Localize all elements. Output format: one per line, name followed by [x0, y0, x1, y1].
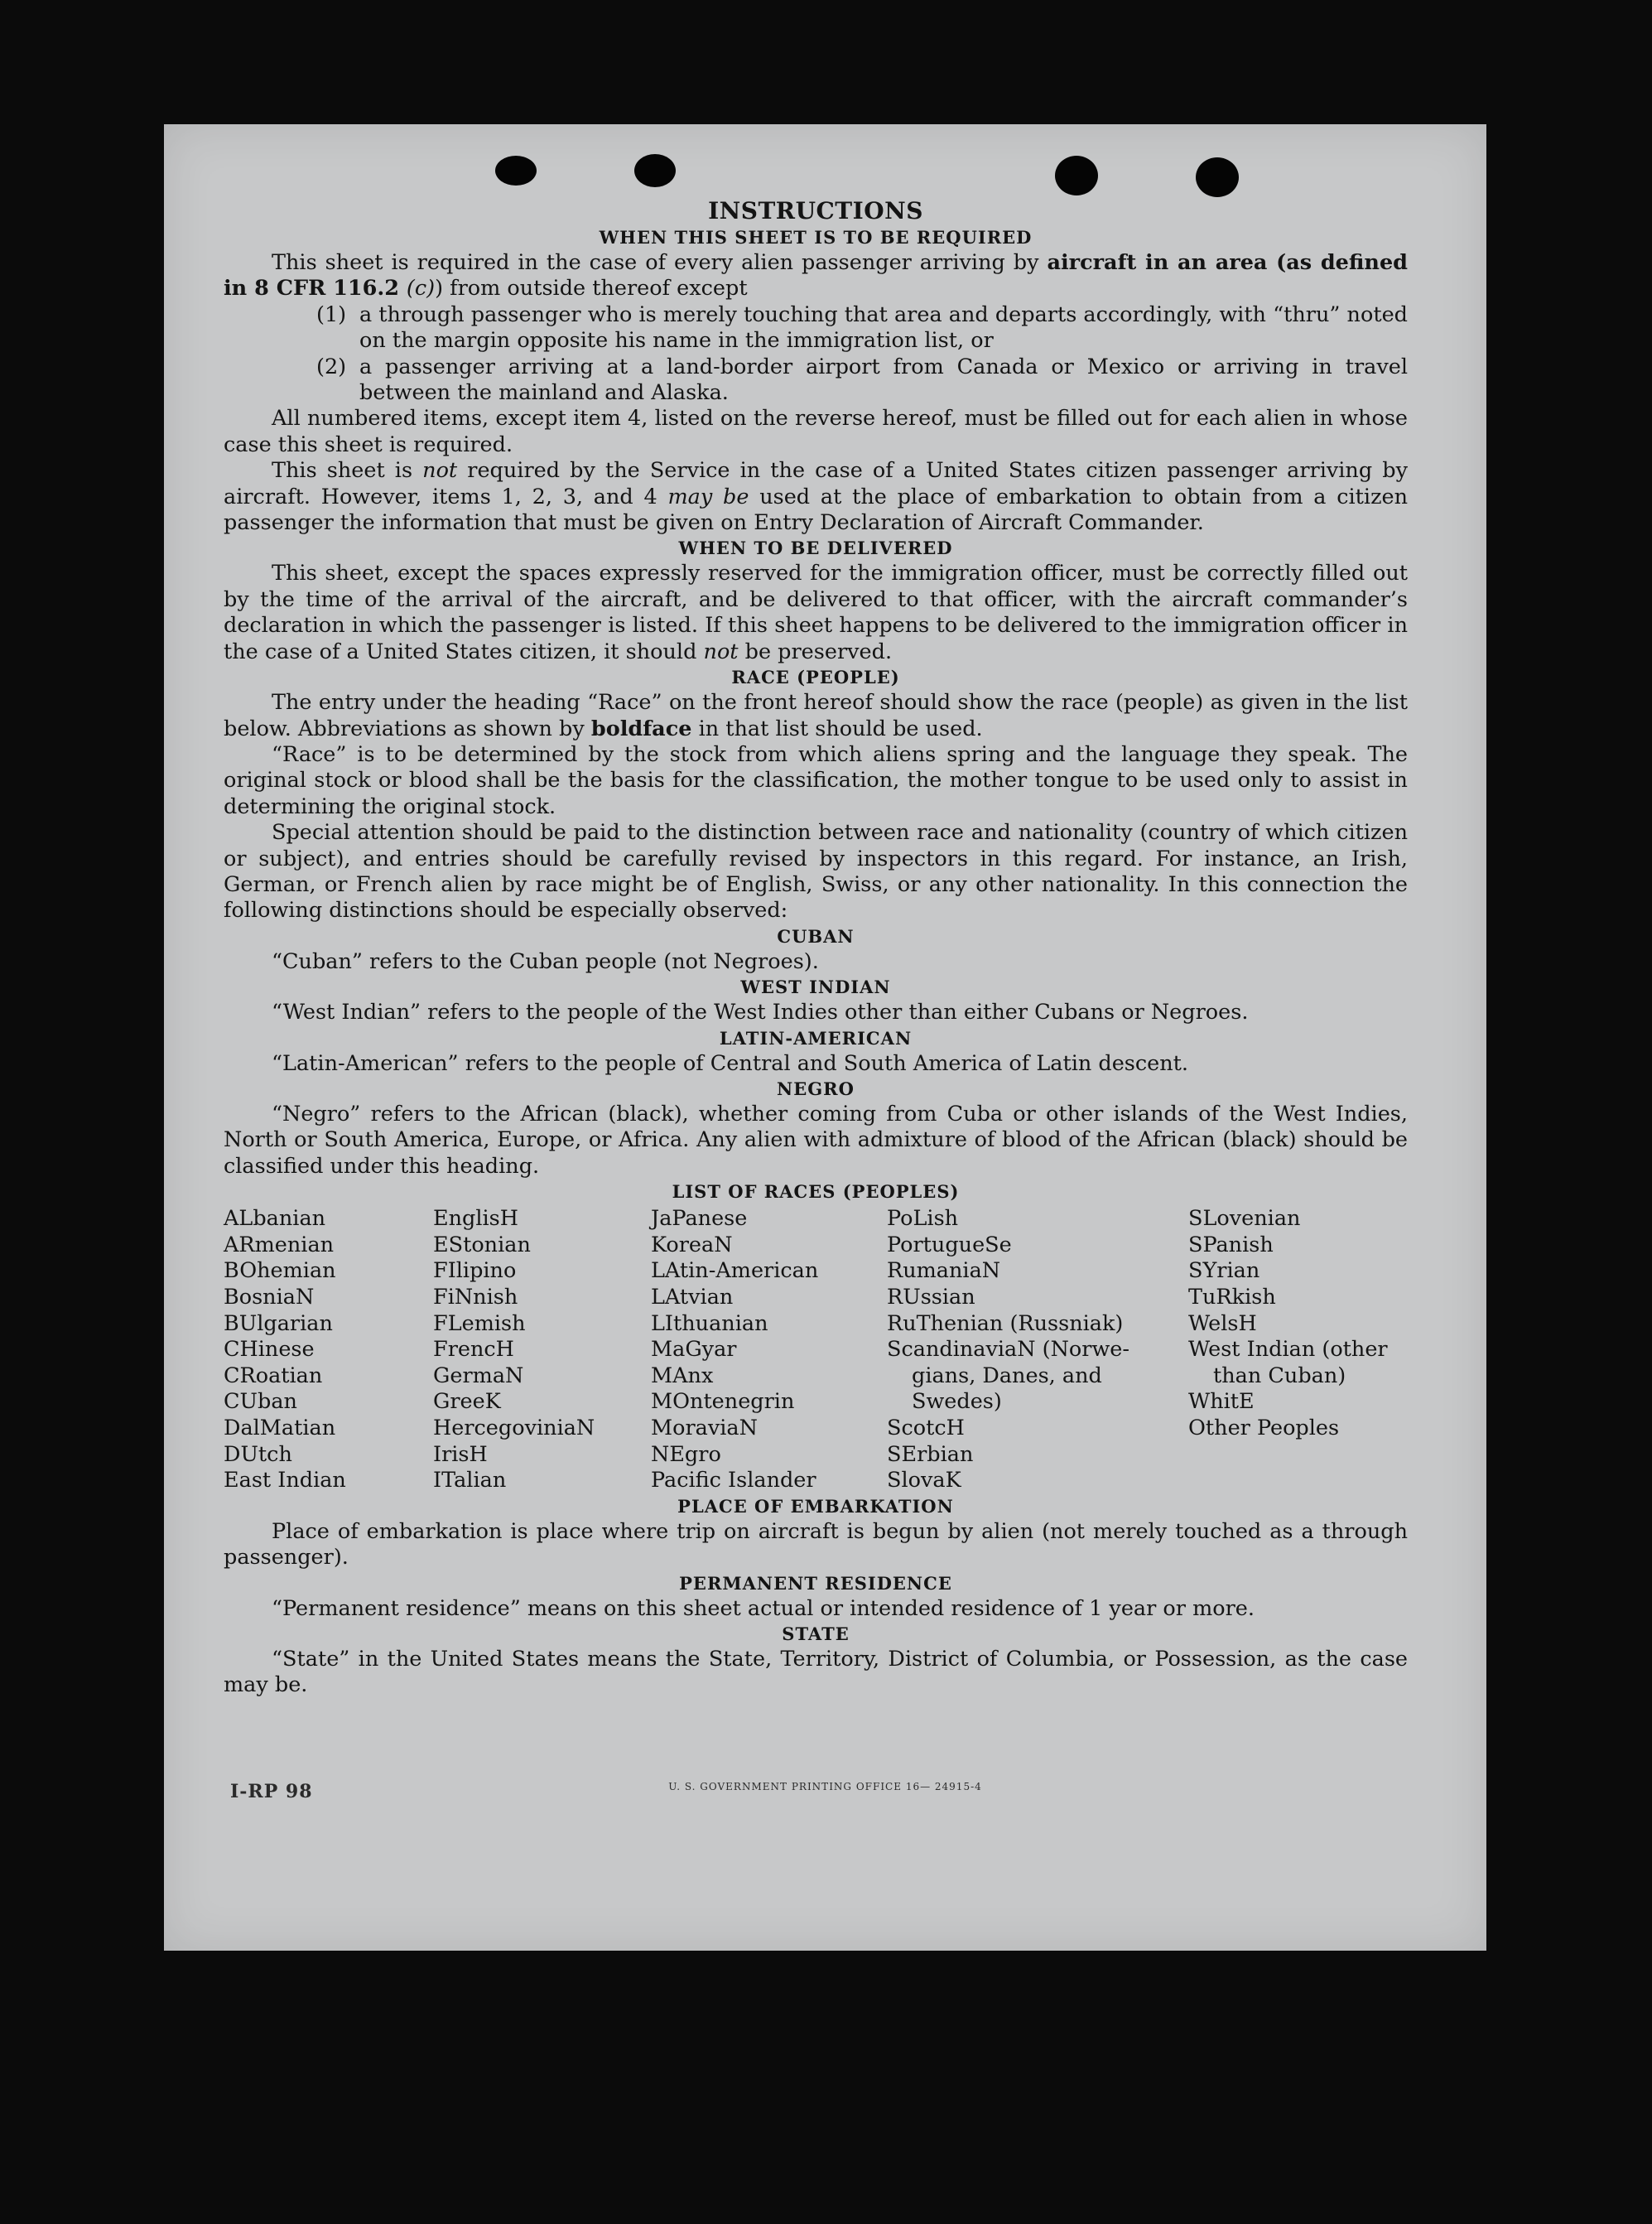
text: may be [667, 484, 749, 509]
race-entry: WhitE [1188, 1389, 1255, 1415]
race-entry: FIlipino [433, 1258, 517, 1284]
page-title: INSTRUCTIONS [708, 197, 923, 224]
race-entry: FiNnish [433, 1284, 518, 1310]
section-heading-races-list: LIST OF RACES (PEOPLES) [672, 1181, 960, 1203]
paragraph: “Permanent residence” means on this sheet actual or intended residence of 1 year or more. [272, 1595, 1255, 1621]
race-entry: GreeK [433, 1389, 501, 1415]
printer-line: U. S. GOVERNMENT PRINTING OFFICE 16— 24915-4 [668, 1781, 982, 1792]
race-entry: LAtin-American [651, 1258, 819, 1284]
text: ) from outside thereof except [435, 276, 748, 302]
races-column [433, 1206, 651, 1494]
race-entry: Pacific Islander [651, 1468, 816, 1493]
race-entry: FLemish [433, 1310, 526, 1336]
section-heading-cuban: CUBAN [777, 925, 855, 947]
races-column [887, 1206, 1188, 1494]
text: This sheet is [272, 458, 423, 484]
item-text: a passenger arriving at a land-border airport from Canada or Mexico or arriving in travel between the mainland and Alaska. [359, 354, 1408, 406]
race-entry: PortugueSe [887, 1232, 1012, 1257]
text: not [703, 639, 739, 664]
races-column [224, 1206, 433, 1494]
section-heading-west-indian: WEST INDIAN [740, 977, 891, 998]
item-number: (1) [316, 302, 347, 327]
race-entry: gians, Danes, and [912, 1363, 1102, 1388]
race-entry: EStonian [433, 1232, 531, 1257]
race-entry: DalMatian [224, 1415, 336, 1440]
section-heading-state: STATE [782, 1623, 850, 1644]
race-entry: FrencH [433, 1337, 514, 1363]
race-entry: JaPanese [651, 1206, 748, 1232]
text: This sheet, except the spaces expressly reserved for the immigration officer, must be correctly filled out by the time of the arrival of the aircraft, and be delivered to that officer, with the aircraft commander’s declaration in which the passenger is listed. If this sheet happens to be delivered to the immigration officer in the case of a United States citizen, it should [224, 561, 1408, 664]
paragraph: Place of embarkation is place where trip on aircraft is begun by alien (not merely touched as a through passenger). [224, 1518, 1408, 1570]
paragraph: “West Indian” refers to the people of the West Indies other than either Cubans or Negroes. [272, 1000, 1249, 1025]
punch-hole [495, 156, 537, 186]
text: (c) [406, 276, 436, 302]
text: be preserved. [738, 639, 893, 664]
text: aircraft in an area (as defined in 8 CFR 116.2 [224, 250, 1409, 302]
race-entry: West Indian (other [1188, 1337, 1388, 1363]
race-entry: Other Peoples [1188, 1415, 1340, 1440]
race-entry: TuRkish [1188, 1284, 1276, 1310]
paragraph [224, 690, 1408, 742]
text: The entry under the heading “Race” on the front hereof should show the race (people) as given in the list below. Abbreviations as shown by [224, 690, 1408, 741]
race-entry: NEgro [651, 1441, 721, 1467]
race-entry: KoreaN [651, 1232, 733, 1257]
race-entry: ScotcH [887, 1415, 965, 1440]
race-entry: SLovenian [1188, 1206, 1301, 1232]
list-item [224, 355, 1408, 407]
section-heading-delivered: WHEN TO BE DELIVERED [678, 538, 953, 559]
paragraph [224, 458, 1408, 536]
race-entry: SPanish [1188, 1232, 1274, 1257]
race-entry: East Indian [224, 1468, 346, 1493]
paragraph [224, 250, 1408, 302]
text: in that list should be used. [691, 716, 983, 741]
paragraph: “State” in the United States means the State, Territory, District of Columbia, or Possession, as the case may be. [224, 1646, 1408, 1698]
race-entry: ScandinaviaN (Norwe- [887, 1337, 1130, 1363]
item-number: (2) [316, 354, 347, 379]
paragraph [224, 561, 1408, 665]
race-entry: HercegoviniaN [433, 1415, 595, 1440]
race-entry: ALbanian [224, 1206, 326, 1232]
race-entry: LAtvian [651, 1284, 734, 1310]
text: used at the place of embarkation to obtain from a citizen passenger the information that must be given on Entry Declaration of Aircraft Commander. [224, 484, 1409, 536]
race-entry: CHinese [224, 1337, 315, 1363]
paragraph: Special attention should be paid to the distinction between race and nationality (country of which citizen or subject), and entries should be carefully revised by inspectors in this regard. For instance, an Irish, German, or French alien by race might be of English, Swiss, or any other nationality. In this connection the following distinctions should be especially observed: [224, 820, 1408, 924]
race-entry: ARmenian [224, 1232, 335, 1257]
punch-hole [1196, 157, 1239, 197]
race-entry: DUtch [224, 1441, 292, 1467]
text: This sheet is required in the case of every alien passenger arriving by [272, 250, 1048, 275]
race-entry: ITalian [433, 1468, 507, 1493]
race-entry: WelsH [1188, 1310, 1257, 1336]
races-column [1188, 1206, 1404, 1494]
race-entry: BOhemian [224, 1258, 336, 1284]
race-entry: MOntenegrin [651, 1389, 795, 1415]
race-entry: SYrian [1188, 1258, 1260, 1284]
races-table [224, 1206, 1408, 1494]
punch-hole [1055, 156, 1098, 195]
race-entry: RUssian [887, 1284, 975, 1310]
instructions-body [224, 197, 1408, 1699]
section-heading-residence: PERMANENT RESIDENCE [679, 1572, 952, 1594]
race-entry: SErbian [887, 1441, 974, 1467]
race-entry: BosniaN [224, 1284, 315, 1310]
race-entry: BUlgarian [224, 1310, 333, 1336]
race-entry: MAnx [651, 1363, 714, 1388]
race-entry: MaGyar [651, 1337, 737, 1363]
race-entry: CRoatian [224, 1363, 323, 1388]
text: boldface [590, 716, 692, 741]
paragraph: “Race” is to be determined by the stock from which aliens spring and the language they speak. The original stock or blood shall be the basis for the classification, the mother tongue to be used only to assist in determining the original stock. [224, 741, 1408, 819]
section-heading-latin-american: LATIN-AMERICAN [719, 1027, 913, 1049]
item-text: a through passenger who is merely touching that area and departs accordingly, with “thru” noted on the margin opposite his name in the immigration list, or [359, 302, 1408, 354]
section-heading-embarkation: PLACE OF EMBARKATION [677, 1495, 954, 1517]
paragraph: “Negro” refers to the African (black), whether coming from Cuba or other islands of the West Indies, North or South America, Europe, or Africa. Any alien with admixture of blood of the African (black) should be classified under this heading. [224, 1101, 1408, 1179]
race-entry: SlovaK [887, 1468, 961, 1493]
section-heading-race: RACE (PEOPLE) [731, 667, 900, 688]
race-entry: LIthuanian [651, 1310, 768, 1336]
race-entry: GermaN [433, 1363, 524, 1388]
paragraph: “Latin-American” refers to the people of Central and South America of Latin descent. [272, 1050, 1189, 1076]
text: not [422, 458, 458, 484]
races-column [651, 1206, 887, 1494]
race-entry: RumaniaN [887, 1258, 1001, 1284]
race-entry: CUban [224, 1389, 297, 1415]
text: required by the Service in the case of a United States citizen passenger arriving by aircraft. However, items 1, 2, 3, and 4 [224, 458, 1408, 509]
list-item [224, 302, 1408, 355]
paragraph: All numbered items, except item 4, listed on the reverse hereof, must be filled out for each alien in whose case this sheet is required. [224, 406, 1408, 457]
document-sheet [164, 124, 1486, 1951]
form-number: I-RP 98 [230, 1781, 313, 1802]
paragraph: “Cuban” refers to the Cuban people (not Negroes). [272, 948, 819, 974]
punch-hole [634, 154, 676, 187]
section-heading-required: WHEN THIS SHEET IS TO BE REQUIRED [599, 227, 1033, 248]
race-entry: Swedes) [912, 1389, 1002, 1415]
race-entry: EnglisH [433, 1206, 518, 1232]
race-entry: MoraviaN [651, 1415, 758, 1440]
section-heading-negro: NEGRO [777, 1078, 855, 1099]
race-entry: RuThenian (Russniak) [887, 1310, 1124, 1336]
race-entry: PoLish [887, 1206, 959, 1232]
race-entry: IrisH [433, 1441, 488, 1467]
race-entry: than Cuban) [1213, 1363, 1346, 1388]
